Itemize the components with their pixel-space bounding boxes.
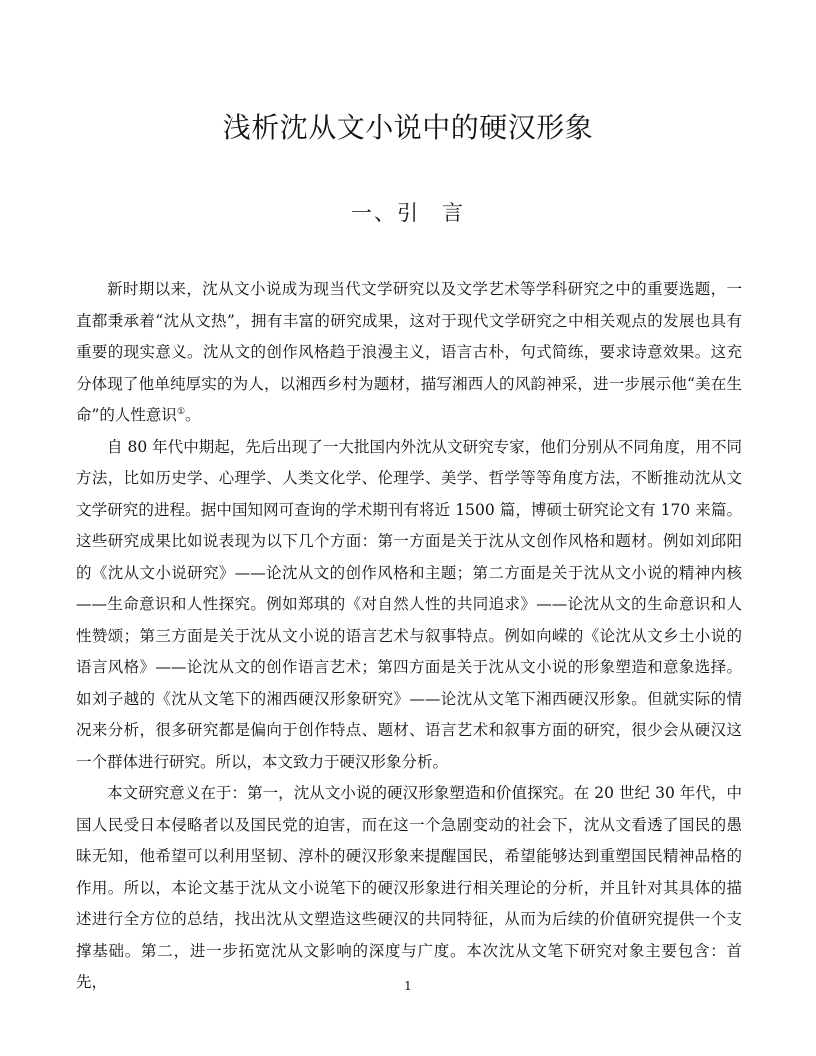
section-heading-part-b: 言	[442, 201, 465, 225]
section-heading	[0, 196, 816, 230]
paragraph-research-history: 自 80 年代中期起，先后出现了一大批国内外沈从文研究专家，他们分别从不同角度，用不同方法，比如历史学、心理学、人类文化学、伦理学、美学、哲学等等角度方法，不断推动沈从文文学研究的进程。据中国知网可查询的学术期刊有将近 1500 篇，博硕士研究论文有 170 来篇。这些研究成果比如说表现为以下几个方面：第一方面是关于沈从文创作风格和题材。例如刘邱阳的《沈从文小说研究》——论沈从文的创作风格和主题；第二方面是关于沈从文小说的精神内核——生命意识和人性探究。例如郑琪的《对自然人性的共同追求》——论沈从文的生命意识和人性赞颂；第三方面是关于沈从文小说的语言艺术与叙事特点。例如向嵘的《论沈从文乡土小说的语言风格》——论沈从文的创作语言艺术；第四方面是关于沈从文小说的形象塑造和意象选择。如刘子越的《沈从文笔下的湘西硬汉形象研究》——论沈从文笔下湘西硬汉形象。但就实际的情况来分析，很多研究都是偏向于创作特点、题材、语言艺术和叙事方面的研究，很少会从硬汉这一个群体进行研究。所以，本文致力于硬汉形象分析。	[76, 437, 742, 771]
paragraph-intro-end: 。	[185, 406, 201, 424]
paragraph-intro-text: 新时期以来，沈从文小说成为现当代文学研究以及文学艺术等学科研究之中的重要选题，一直都秉承着“沈从文热”，拥有丰富的研究成果，这对于现代文学研究之中相关观点的发展也具有重要的现实意义。沈从文的创作风格趋于浪漫主义，语言古朴，句式简练，要求诗意效果。这充分体现了他单纯厚实的为人，以湘西乡村为题材，描写湘西人的风韵神采，进一步展示他“美在生命”的人性意识	[76, 280, 742, 424]
section-heading-part-a: 引	[397, 201, 420, 225]
body-text	[76, 274, 742, 999]
page-number: 1	[404, 979, 412, 993]
document-title: 浅析沈从文小说中的硬汉形象	[222, 111, 594, 144]
footnote-marker[interactable]: ①	[176, 406, 186, 417]
section-number: 一、	[351, 201, 397, 225]
paragraph-intro	[76, 274, 742, 432]
paragraph-significance: 本文研究意义在于：第一，沈从文小说的硬汉形象塑造和价值探究。在 20 世纪 30 年代，中国人民受日本侵略者以及国民党的迫害，而在这一个急剧变动的社会下，沈从文看透了国民的愚昧无知，他希望可以利用坚韧、淳朴的硬汉形象来提醒国民，希望能够达到重塑国民精神品格的作用。所以，本论文基于沈从文小说笔下的硬汉形象进行相关理论的分析，并且针对其具体的描述进行全方位的总结，找出沈从文塑造这些硬汉的共同特征，从而为后续的价值研究提供一个支撑基础。第二，进一步拓宽沈从文影响的深度与广度。本次沈从文笔下研究对象主要包含：首先，	[76, 784, 742, 991]
